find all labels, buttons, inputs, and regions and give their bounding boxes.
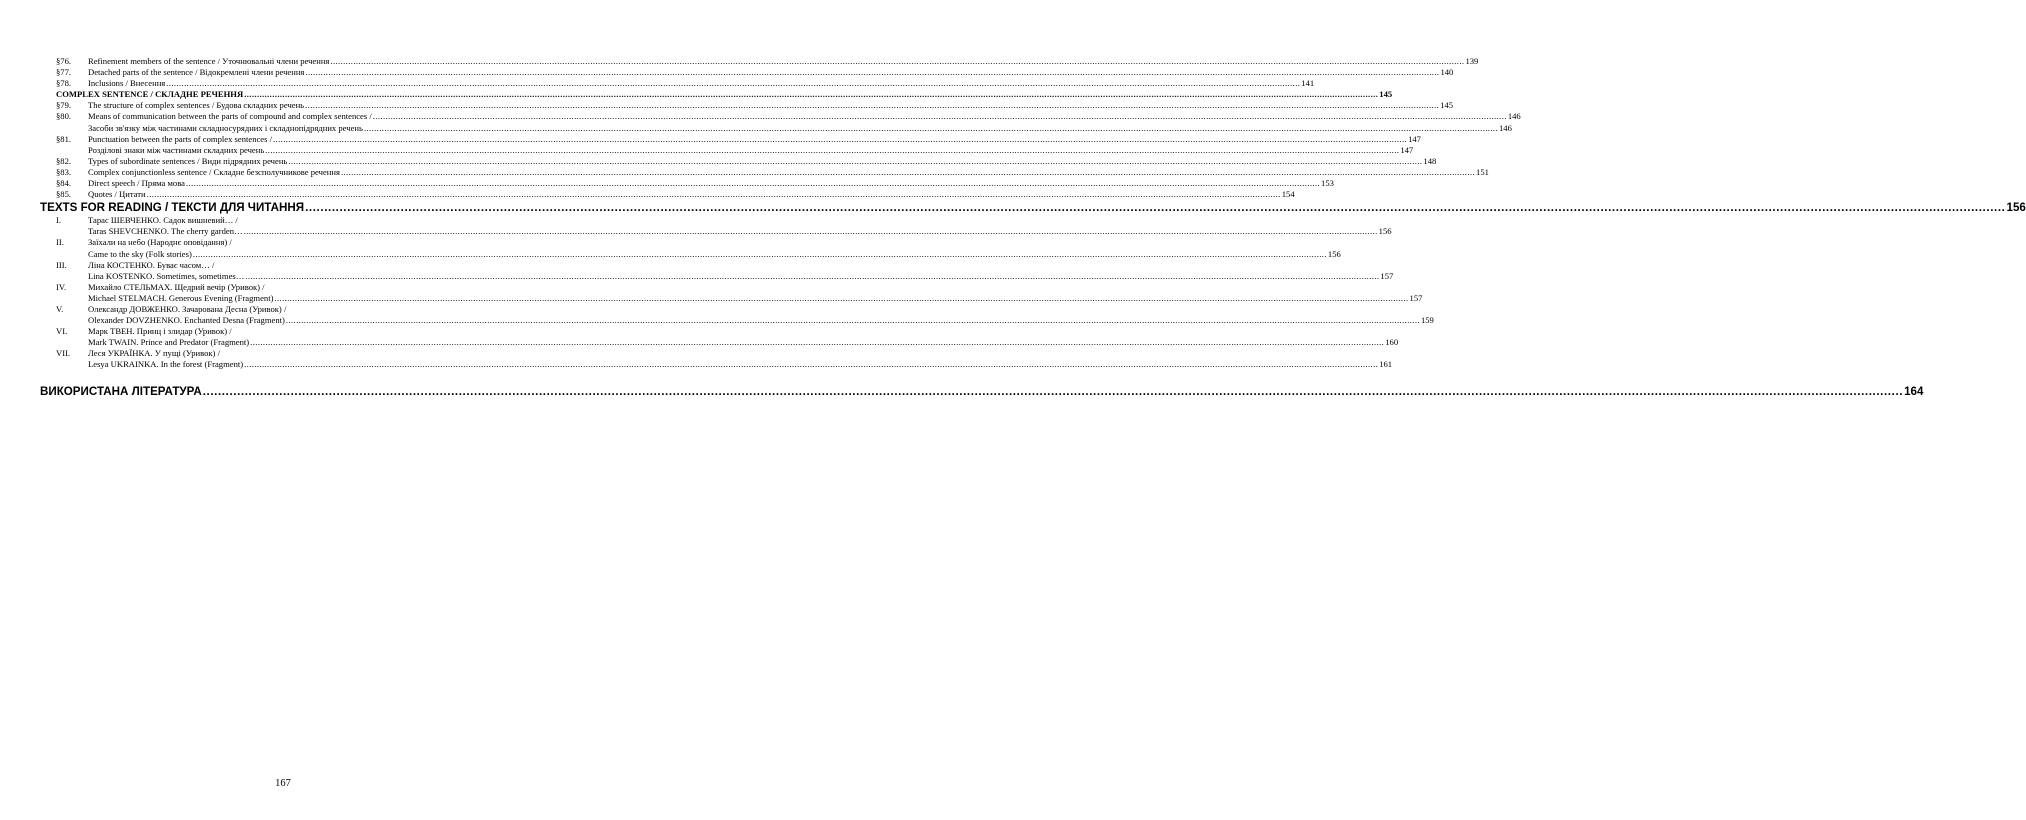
page-ref: 151 [1476,166,1489,177]
dot-leader [244,226,1378,237]
reading-entry-line [56,304,520,315]
reading-entry-line [56,282,520,293]
reading-number: V. [56,303,64,314]
reading-entry-line [56,359,1393,370]
section-number: §78. [56,78,72,89]
section-number: §76. [56,56,72,66]
section-title: Quotes / Цитати [88,189,146,200]
dot-leader [273,134,1407,145]
toc-entry [56,100,1454,111]
reading-entry-line [56,260,520,271]
dot-leader [305,100,1439,111]
reading-number: III. [56,259,67,270]
reading-title: Taras SHEVCHENKO. The cherry garden… [88,226,243,237]
toc-entry [56,166,1489,178]
dot-leader [245,271,1379,282]
page-ref: 157 [1380,270,1394,281]
page-ref: 156 [2006,201,2026,215]
dot-leader [244,89,1378,100]
dot-leader [203,384,1903,399]
reading-title: Michael STELMACH. Generous Evening (Fragment) [88,292,274,303]
dot-leader [186,178,1320,189]
reading-title: Леся УКРАЇНКА. У пущі (Уривок) / [88,348,220,359]
dot-leader [166,78,1300,89]
page-ref: 156 [1378,226,1392,237]
section-number: §80. [56,111,72,122]
reading-title: Lina KOSTENKO. Sometimes, sometimes… [88,270,245,281]
reading-entry-line [56,270,1394,282]
reading-number: IV. [56,281,67,292]
dot-leader [305,200,2005,215]
section-number: §84. [56,178,72,189]
toc-entry [56,78,1315,89]
section-title: Means of communication between the parts of compound and complex sentences / [88,111,372,122]
dot-leader [265,145,1399,156]
section-number: §85. [56,189,72,200]
section-title: Розділові знаки між частинами складних речень [88,144,265,155]
reading-title: Марк ТВЕН. Принц і злидар (Уривок) / [88,326,232,337]
dot-leader [274,293,1408,304]
page-ref: 161 [1379,359,1393,370]
toc-entry [56,144,1414,156]
dot-leader [305,67,1439,78]
page-ref: 139 [1465,56,1479,66]
page-ref: 154 [1281,189,1295,200]
section-title: Засоби зв'язку між частинами складносурядних і складнопідрядних речень [88,122,363,133]
reading-title: Olexander DOVZHENKO. Enchanted Desna (Fragment) [88,315,285,326]
page-ref: 153 [1321,178,1334,189]
section-title: Detached parts of the sentence / Відокремлені члени речення [88,67,305,78]
toc-entry [56,56,1479,67]
page-ref: 156 [1327,248,1341,259]
dot-leader [373,111,1507,122]
part-title: TEXTS FOR READING / ТЕКСТИ ДЛЯ ЧИТАННЯ [40,201,305,215]
reading-entry-line [56,326,520,337]
reading-title: Тарас ШЕВЧЕНКО. Садок вишневий… / [88,215,238,226]
reading-number: II. [56,237,64,248]
section-number: §77. [56,67,72,78]
part-heading-texts-for-reading [40,200,2026,215]
dot-leader [364,123,1498,134]
dot-leader [250,337,1384,348]
reading-entry-line [56,248,1341,260]
page-ref: 146 [1499,122,1512,133]
table-of-contents [40,56,2026,399]
reading-title: Ліна КОСТЕНКО. Буває часом… / [88,259,215,270]
dot-leader [341,167,1475,178]
dot-leader [286,315,1420,326]
page-ref: 147 [1408,133,1421,144]
reading-number: VI. [56,326,68,337]
toc-entry [56,155,1437,167]
section-number: §79. [56,100,72,111]
page-ref: 157 [1409,292,1423,303]
section-title: Types of subordinate sentences / Види підрядних речень [88,155,288,166]
page-ref: 164 [1904,384,1924,398]
toc-entry [56,122,1512,134]
page-ref: 159 [1420,315,1434,326]
toc-entry [56,189,1295,200]
section-title: Punctuation between the parts of complex sentences / [88,133,272,144]
dot-leader [288,156,1422,167]
section-title: Direct speech / Пряма мова [88,178,185,189]
reading-title: Came to the sky (Folk stories) [88,248,192,259]
reading-entry-line [56,337,1399,348]
reading-title: Заїхали на небо (Народнє оповідання) / [88,237,232,248]
dot-leader [330,56,1464,67]
section-title: Inclusions / Внесення [88,78,166,89]
chapter-title: COMPLEX SENTENCE / СКЛАДНЕ РЕЧЕННЯ [56,89,244,100]
reading-number: I. [56,215,62,226]
section-title: Complex conjunctionless sentence / Складне безсполучникове речення [88,166,340,177]
section-title: Refinement members of the sentence / Уточнювальні члени речення [88,56,330,66]
page-ref: 160 [1385,337,1399,348]
reading-number: VII. [56,348,71,359]
reading-entry-line [56,215,520,226]
page-ref: 148 [1423,155,1437,166]
reading-title: Lesya UKRAINKA. In the forest (Fragment) [88,359,244,370]
part-title: ВИКОРИСТАНА ЛІТЕРАТУРА [40,384,202,398]
toc-entry [56,111,1521,122]
toc-entry [56,133,1421,145]
page-ref: 140 [1440,67,1454,78]
reading-title: Олександр ДОВЖЕНКО. Зачарована Десна (Уривок) / [88,303,287,314]
page-number: 167 [275,778,291,789]
section-number: §83. [56,166,72,177]
toc-entry [56,67,1454,78]
reading-title: Михайло СТЕЛЬМАХ. Щедрий вечір (Уривок) / [88,281,265,292]
section-title: The structure of complex sentences / Будова складних речень [88,100,305,111]
page-ref: 145 [1440,100,1454,111]
dot-leader [244,359,1378,370]
section-number: §82. [56,155,72,166]
page-ref: 146 [1507,111,1521,122]
reading-entry-line [56,348,520,359]
chapter-heading-complex-sentence [56,89,1393,100]
toc-entry [56,178,1334,189]
reading-entry-line [56,292,1423,304]
page-ref: 145 [1379,89,1393,100]
part-heading-literature [40,384,1924,399]
dot-leader [147,189,1281,200]
dot-leader [193,249,1327,260]
reading-entry-line [56,226,1392,237]
section-number: §81. [56,133,72,144]
page-ref: 147 [1400,144,1414,155]
reading-entry-line [56,315,1434,326]
page-ref: 141 [1301,78,1315,89]
reading-entry-line [56,237,520,248]
reading-title: Mark TWAIN. Prince and Predator (Fragment) [88,337,250,348]
